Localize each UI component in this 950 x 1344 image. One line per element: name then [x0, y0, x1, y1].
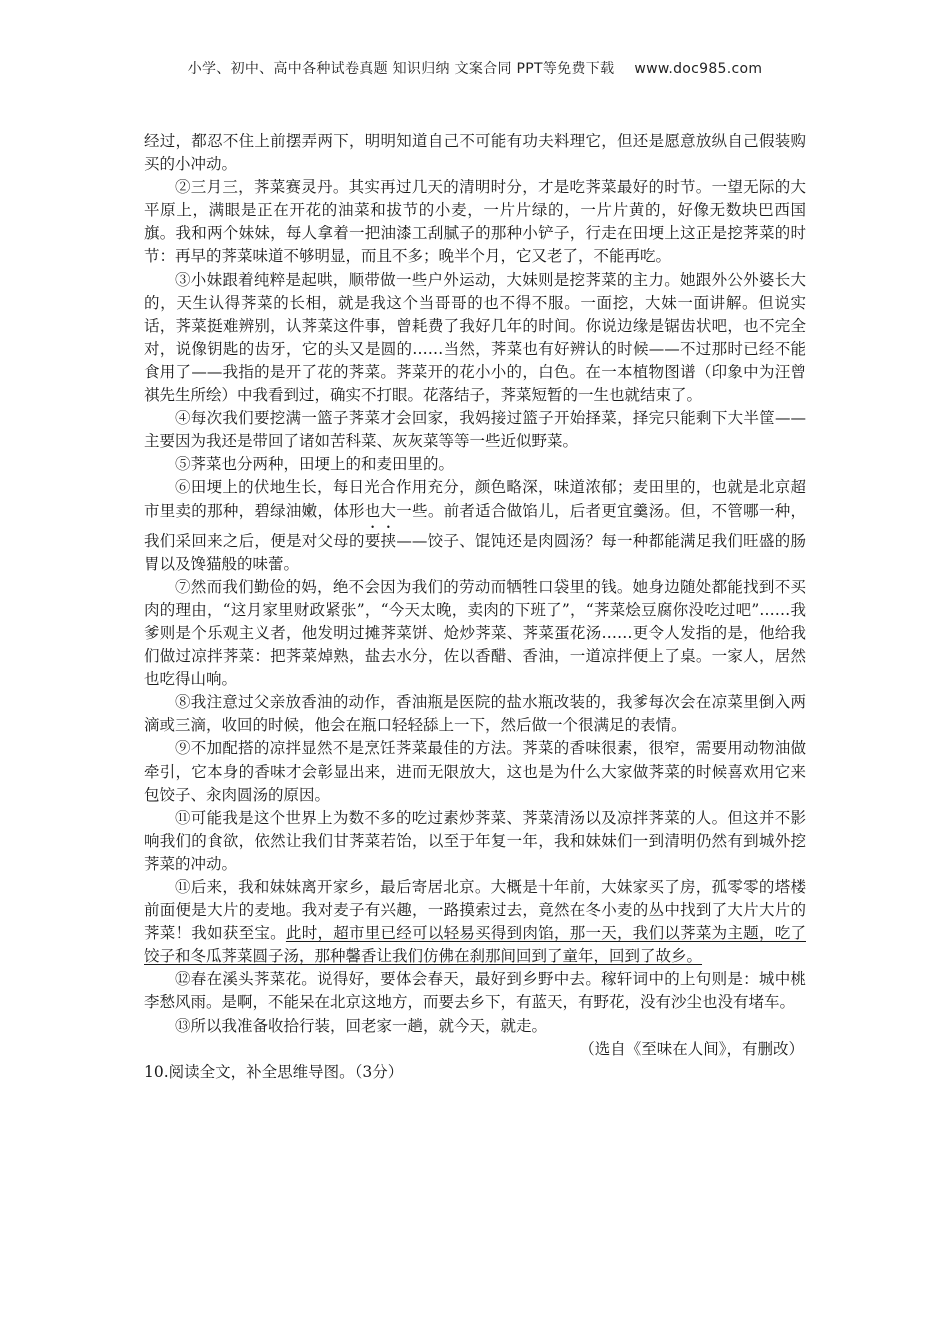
paragraph-12: ⑫春在溪头荠菜花。说得好，要体会春天，最好到乡野中去。稼轩词中的上句则是：城中桃李愁风雨。是啊，不能呆在北京这地方，而要去乡下，有蓝天，有野花，没有沙尘也没有堵车。 [144, 970, 806, 1012]
paragraph-4: ④每次我们要挖满一篮子荠菜才会回家，我妈接过篮子开始择菜，择完只能剩下大半筐——主要因为我还是带回了诸如苦科菜、灰灰菜等等一些近似野菜。 [144, 409, 806, 451]
paragraph-2: ②三月三，荠菜赛灵丹。其实再过几天的清明时分，才是吃荠菜最好的时节。一望无际的大平原上，满眼是正在开花的油菜和拔节的小麦，一片片绿的，一片片黄的，好像无数块巴西国旗。我和两个妹妹，每人拿着一把油漆工刮腻子的那种小铲子，行走在田埂上这正是挖荠菜的时节：再早的荠菜味道不够明显，而且不多；晚半个月，它又老了，不能再吃。 [144, 178, 806, 266]
paragraph-7: ⑦然而我们勤俭的妈，绝不会因为我们的劳动而牺牲口袋里的钱。她身边随处都能找到不买肉的理由，“这月家里财政紧张”，“今天太晚，卖肉的下班了”，“荠菜烩豆腐你没吃过吧”……我爹则是个乐观主义者，他发明过摊荠菜饼、炝炒荠菜、荠菜蛋花汤……更令人发指的是，他给我们做过凉拌荠菜：把荠菜焯熟，盐去水分，佐以香醋、香油，一道凉拌便上了桌。一家人，居然也吃得山响。 [144, 577, 806, 689]
paragraph-6-part-b: ——饺子、馄饨还是肉圆汤？每一种都能满足我们旺盛的肠胃以及馋猫般的味蕾。 [144, 531, 806, 573]
source-citation: （选自《至味在人间》，有删改） [579, 1039, 804, 1058]
paragraph-11 [144, 876, 806, 968]
paragraph-6 [144, 476, 806, 575]
page-header [0, 58, 950, 78]
paragraph-3: ③小妹跟着纯粹是起哄，顺带做一些户外运动，大妹则是挖荠菜的主力。她跟外公外婆长大的，天生认得荠菜的长相，就是我这个当哥哥的也不得不服。一面挖，大妹一面讲解。但说实话，荠菜挺难辨别，认荠菜这件事，曾耗费了我好几年的时间。你说边缘是锯齿状吧，也不完全对，说像钥匙的齿牙，它的头又是圆的……当然，荠菜也有好辨认的时候——不过那时已经不能食用了——我指的是开了花的荠菜。荠菜开的花小小的，白色。在一本植物图谱（印象中为汪曾祺先生所绘）中我看到过，确实不打眼。花落结子，荠菜短暂的一生也就结束了。 [144, 270, 806, 405]
underlined-sentence: 此时，超市里已经可以轻易买得到肉馅，那一天，我们以荠菜为主题，吃了饺子和冬瓜荠菜圆子汤，那种馨香让我们仿佛在刹那间回到了童年，回到了故乡。 [144, 924, 806, 966]
article-body [144, 130, 806, 1084]
emphasized-word: 要挟 [364, 531, 397, 550]
question-10: 10.阅读全文，补全思维导图。（3分） [144, 1062, 404, 1081]
paragraph-10: ⑪可能我是这个世界上为数不多的吃过素炒荠菜、荠菜清汤以及凉拌荠菜的人。但这并不影响我们的食欲，依然让我们甘荠菜若饴，以至于年复一年，我和妹妹们一到清明仍然有到城外挖荠菜的冲动。 [144, 808, 806, 873]
header-site[interactable]: www.doc985.com [634, 61, 763, 77]
header-text: 小学、初中、高中各种试卷真题 知识归纳 文案合同 PPT等免费下载 [187, 61, 615, 77]
paragraph-11-part-a: ⑪后来，我和妹妹离开家乡，最后寄居北京。大概是十年前，大妹家买了房，孤零零的塔楼前面便是大片的麦地。我对麦子有兴趣，一路摸索过去，竟然在冬小麦的丛中找到了大片大片的荠菜！我如获至宝。 [144, 878, 806, 943]
paragraph-5: ⑤荠菜也分两种，田埂上的和麦田里的。 [175, 455, 455, 474]
paragraph-8: ⑧我注意过父亲放香油的动作，香油瓶是医院的盐水瓶改装的，我爹每次会在凉菜里倒入两滴或三滴，收回的时候，他会在瓶口轻轻舔上一下，然后做一个很满足的表情。 [144, 693, 806, 735]
paragraph-1-continued: 经过，都忍不住上前摆弄两下，明明知道自己不可能有功夫料理它，但还是愿意放纵自己假装购买的小冲动。 [144, 132, 806, 174]
paragraph-9: ⑨不加配搭的凉拌显然不是烹饪荠菜最佳的方法。荠菜的香味很素，很窄，需要用动物油做牵引，它本身的香味才会彰显出来，进而无限放大，这也是为什么大家做荠菜的时候喜欢用它来包饺子、汆肉圆汤的原因。 [144, 739, 806, 804]
paragraph-13: ⑬所以我准备收拾行装，回老家一趟，就今天，就走。 [175, 1016, 548, 1035]
paragraph-6-part-a: ⑥田埂上的伏地生长，每日光合作用充分，颜色略深，味道浓郁；麦田里的，也就是北京超市里卖的那种，碧绿油嫩，体形也大一些。前者适合做馅儿，后者更宜羹汤。但，不管哪一种，我们采回来之后，便是对父母的 [144, 478, 806, 550]
